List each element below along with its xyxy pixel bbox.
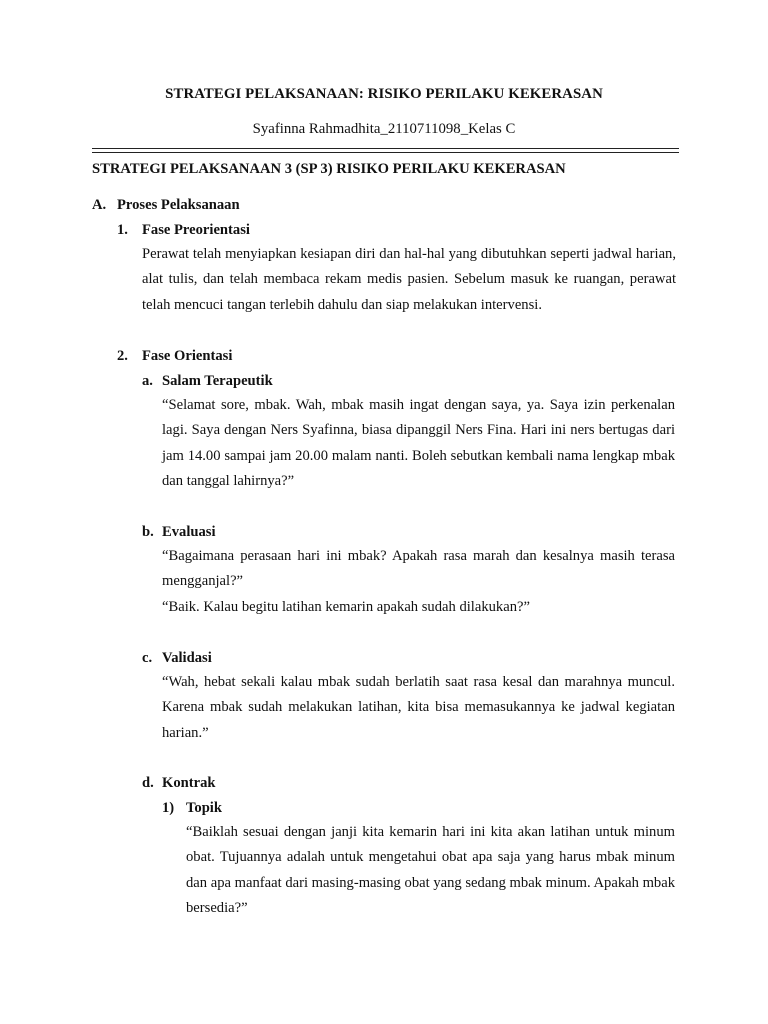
item-1-paragraph: Perawat telah menyiapkan kesiapan diri dan hal-hal yang dibutuhkan seperti jadwal harian, alat tulis, dan telah membaca rekam medis pasien. Sebelum masuk ke ruangan, perawat telah mencuci tangan terlebih dahulu dan siap melakukan intervensi.: [142, 246, 676, 313]
sub-a-paragraph: “Selamat sore, mbak. Wah, mbak masih ingat dengan saya, ya. Saya izin perkenalan lagi. Saya dengan Ners Syafinna, biasa dipanggil Ners Fina. Hari ini ners bertugas dari jam 14.00 sampai jam 20.00 malam nanti. Boleh sebutkan kembali nama lengkap mbak dan tanggal lahirnya?”: [162, 397, 675, 489]
sub-a-marker: a.: [142, 373, 153, 389]
sub-c-marker: c.: [142, 650, 153, 666]
sub-d-marker: d.: [142, 775, 154, 791]
sub-a-heading: Salam Terapeutik: [162, 373, 273, 389]
document-author: Syafinna Rahmadhita_2110711098_Kelas C: [252, 121, 516, 137]
document-title: STRATEGI PELAKSANAAN: RISIKO PERILAKU KEKERASAN: [165, 86, 603, 102]
sub-b-paragraph-1: “Bagaimana perasaan hari ini mbak? Apakah rasa marah dan kesalnya masih terasa mengganjal?”: [162, 548, 675, 590]
sub-c-heading: Validasi: [162, 650, 212, 666]
section-a-marker: A.: [92, 197, 107, 213]
sub-c-paragraph: “Wah, hebat sekali kalau mbak sudah berlatih saat rasa kesal dan marahnya muncul. Karena mbak sudah melakukan latihan, kita bisa memasukannya ke jadwal kegiatan harian.”: [162, 674, 675, 741]
strategy-title: STRATEGI PELAKSANAAN 3 (SP 3) RISIKO PERILAKU KEKERASAN: [92, 161, 566, 177]
sub-d-1-heading: Topik: [186, 800, 222, 816]
item-2-marker: 2.: [117, 348, 128, 364]
item-1-marker: 1.: [117, 222, 128, 238]
title-double-rule: [92, 148, 679, 153]
sub-d-1-paragraph: “Baiklah sesuai dengan janji kita kemarin hari ini kita akan latihan untuk minum obat. Tujuannya adalah untuk mengetahui obat apa saja yang harus mbak minum dan apa manfaat dari masing-masing obat yang sedang mbak minum. Apakah mbak bersedia?”: [186, 824, 675, 916]
sub-d-heading: Kontrak: [162, 775, 216, 791]
sub-d-1-marker: 1): [162, 800, 175, 816]
sub-b-paragraph-2: “Baik. Kalau begitu latihan kemarin apakah sudah dilakukan?”: [162, 599, 530, 615]
item-1-heading: Fase Preorientasi: [142, 222, 250, 238]
sub-b-marker: b.: [142, 524, 154, 540]
item-2-heading: Fase Orientasi: [142, 348, 233, 364]
section-a-heading: Proses Pelaksanaan: [117, 197, 240, 213]
sub-b-heading: Evaluasi: [162, 524, 216, 540]
